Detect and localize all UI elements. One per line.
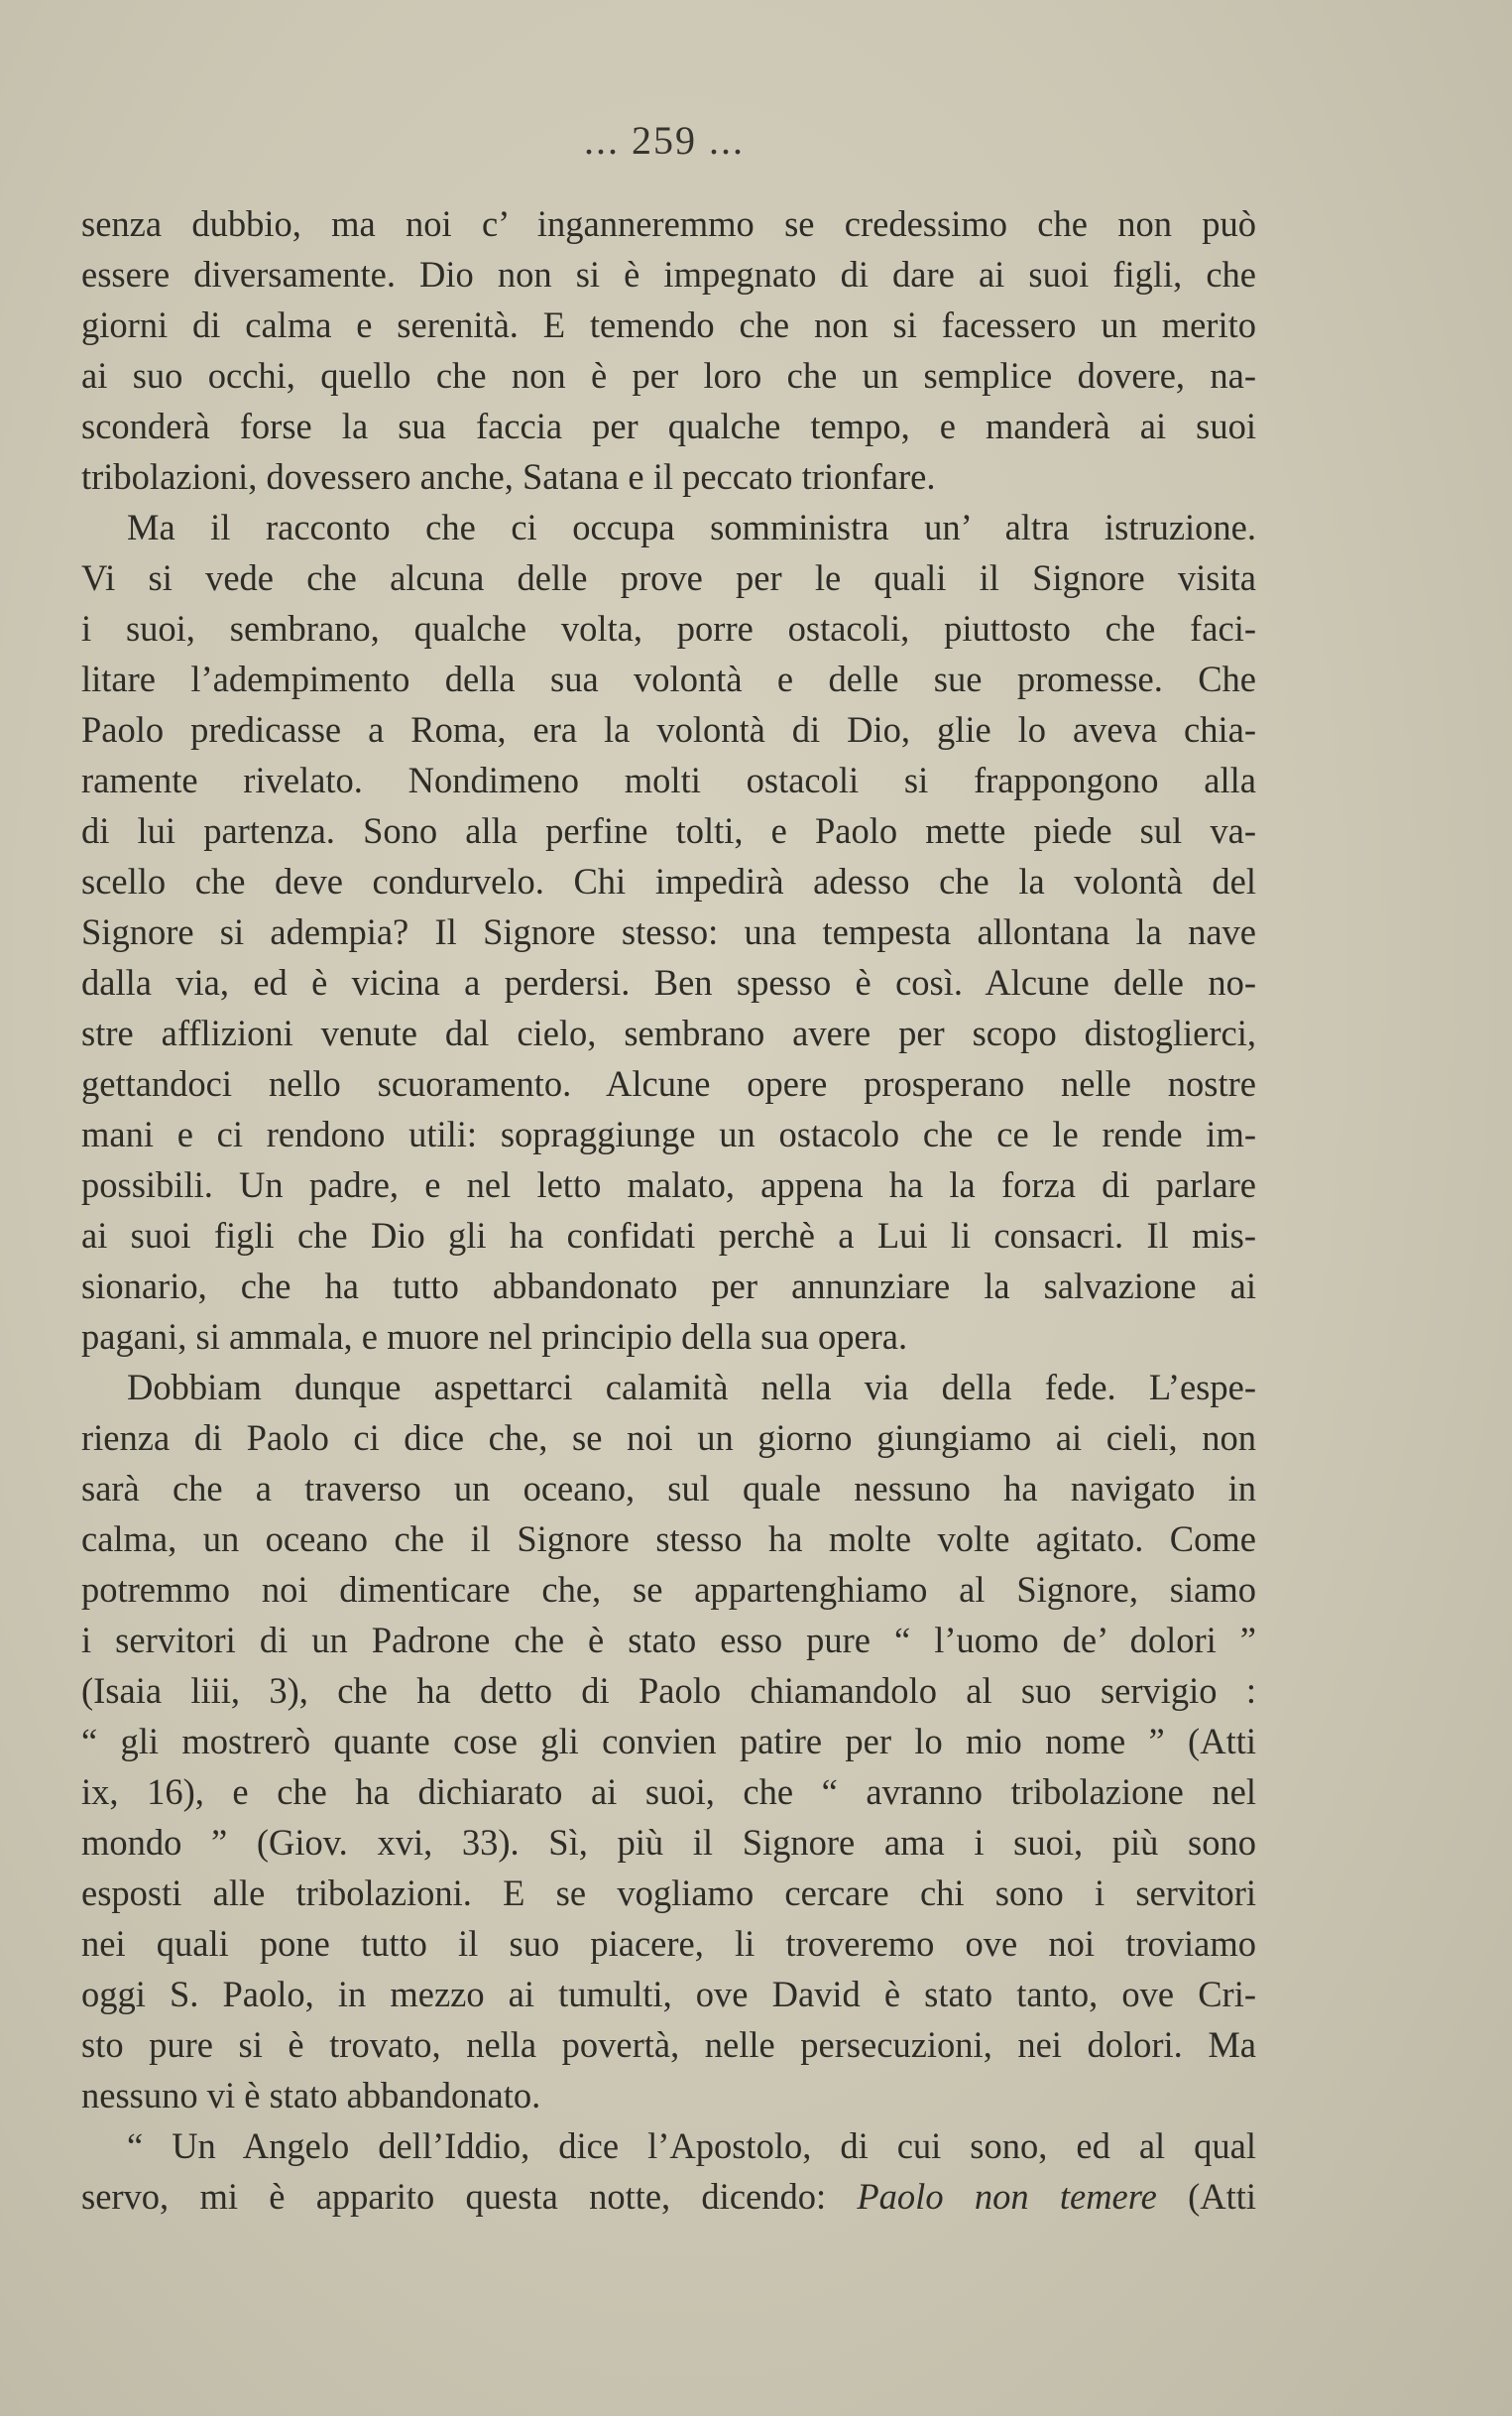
text-line: “ gli mostrerò quante cose gli convien patire per lo mio nome ” (Atti (81, 1721, 1256, 1761)
text-line: tribolazioni, dovessero anche, Satana e il peccato trionfare. (81, 456, 936, 497)
text-line: Signore si adempia? Il Signore stesso: una tempesta allontana la nave (81, 911, 1256, 952)
text-line: pagani, si ammala, e muore nel principio della sua opera. (81, 1316, 908, 1357)
text-line: Ma il racconto che ci occupa somministra un’ altra istruzione. (127, 507, 1256, 547)
text-line: nessuno vi è stato abbandonato. (81, 2075, 541, 2115)
text-line: rienza di Paolo ci dice che, se noi un giorno giungiamo ai cieli, non (81, 1417, 1256, 1458)
italic-quote: Paolo non temere (857, 2176, 1157, 2217)
text-line: “ Un Angelo dell’Iddio, dice l’Apostolo, di cui sono, ed al qual (127, 2125, 1256, 2166)
text-line: Paolo predicasse a Roma, era la volontà di Dio, glie lo aveva chia- (81, 709, 1256, 750)
text-segment: (Atti (1188, 2176, 1257, 2217)
text-line: di lui partenza. Sono alla perfine tolti, e Paolo mette piede sul va- (81, 810, 1256, 851)
text-line: ai suoi figli che Dio gli ha confidati perchè a Lui li consacri. Il mis- (81, 1215, 1256, 1256)
text-line: Vi si vede che alcuna delle prove per le quali il Signore visita (81, 557, 1256, 598)
text-line: mondo ” (Giov. xvi, 33). Sì, più il Signore ama i suoi, più sono (81, 1822, 1256, 1863)
text-line: ramente rivelato. Nondimeno molti ostacoli si frappongono alla (81, 760, 1256, 800)
text-line: Dobbiam dunque aspettarci calamità nella via della fede. L’espe- (127, 1367, 1256, 1407)
text-line: calma, un oceano che il Signore stesso ha molte volte agitato. Come (81, 1518, 1256, 1559)
text-line: nei quali pone tutto il suo piacere, li troveremo ove noi troviamo (81, 1923, 1256, 1964)
text-line: sto pure si è trovato, nella povertà, nelle persecuzioni, nei dolori. Ma (81, 2024, 1256, 2065)
text-line: ix, 16), e che ha dichiarato ai suoi, che “ avranno tribolazione nel (81, 1771, 1256, 1812)
text-line: esposti alle tribolazioni. E se vogliamo cercare chi sono i servitori (81, 1872, 1256, 1913)
text-line: scello che deve condurvelo. Chi impedirà adesso che la volontà del (81, 861, 1256, 902)
text-line: i servitori di un Padrone che è stato esso pure “ l’uomo de’ dolori ” (81, 1620, 1256, 1660)
text-line: sionario, che ha tutto abbandonato per annunziare la salvazione ai (81, 1266, 1256, 1306)
text-line: gettandoci nello scuoramento. Alcune opere prosperano nelle nostre (81, 1063, 1256, 1104)
text-line: i suoi, sembrano, qualche volta, porre ostacoli, piuttosto che faci- (81, 608, 1256, 649)
text-line: potremmo noi dimenticare che, se appartenghiamo al Signore, siamo (81, 1569, 1256, 1610)
text-line: essere diversamente. Dio non si è impegnato di dare ai suoi figli, che (81, 254, 1256, 295)
text-line: giorni di calma e serenità. E temendo che non si facessero un merito (81, 304, 1256, 345)
text-line: dalla via, ed è vicina a perdersi. Ben spesso è così. Alcune delle no- (81, 962, 1256, 1003)
text-line: ai suo occhi, quello che non è per loro che un semplice dovere, na- (81, 355, 1256, 396)
text-line: oggi S. Paolo, in mezzo ai tumulti, ove David è stato tanto, ove Cri- (81, 1974, 1256, 2014)
text-line: senza dubbio, ma noi c’ inganneremmo se credessimo che non può (81, 203, 1256, 244)
text-line: sconderà forse la sua faccia per qualche tempo, e manderà ai suoi (81, 406, 1256, 446)
text-line: stre afflizioni venute dal cielo, sembrano avere per scopo distoglierci, (81, 1013, 1256, 1053)
text-line: mani e ci rendono utili: sopraggiunge un ostacolo che ce le rende im- (81, 1114, 1256, 1154)
text-line: litare l’adempimento della sua volontà e delle sue promesse. Che (81, 659, 1256, 699)
text-segment: servo, mi è apparito questa notte, dicendo: (81, 2176, 827, 2217)
text-line-mixed (81, 2171, 1256, 2222)
text-line: (Isaia liii, 3), che ha detto di Paolo chiamandolo al suo servigio : (81, 1670, 1256, 1711)
text-line: sarà che a traverso un oceano, sul quale nessuno ha navigato in (81, 1468, 1256, 1509)
text-line: possibili. Un padre, e nel letto malato, appena ha la forza di parlare (81, 1164, 1256, 1205)
page-number: ... 259 ... (584, 118, 745, 163)
body-text (81, 198, 1256, 2222)
